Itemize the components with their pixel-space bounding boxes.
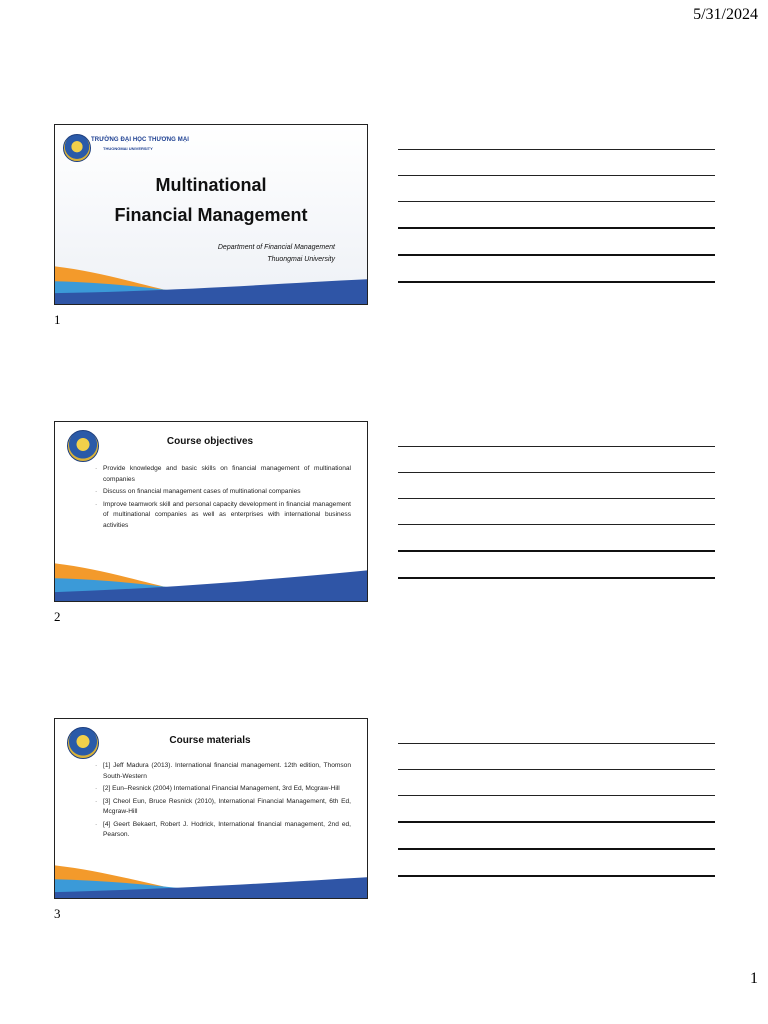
list-item: · [2] Eun–Resnick (2004) International Financial Management, 3rd Ed, Mcgraw-Hill [93, 784, 351, 795]
bullet-list [93, 464, 351, 533]
note-line [398, 795, 715, 796]
slide-title-line-1: Multinational [155, 175, 267, 195]
notes-lines-1 [398, 149, 715, 308]
note-line [398, 524, 715, 525]
slide-title-line-2: Financial Management [114, 205, 308, 225]
note-line [398, 149, 715, 150]
note-line [398, 577, 715, 579]
note-line [398, 175, 715, 176]
slide-thumbnail-3 [54, 718, 368, 899]
list-item: · [3] Cheol Eun, Bruce Resnick (2010), International Financial Management, 6th Ed, Mcgraw-Hill [93, 797, 351, 818]
note-line [398, 201, 715, 202]
slide-thumbnail-1 [54, 124, 368, 305]
note-line [398, 498, 715, 499]
list-item: · [4] Geert Bekaert, Robert J. Hodrick, International financial management, 2nd ed, Pearson. [93, 820, 351, 841]
bullet-list [93, 761, 351, 843]
university-logo-icon [67, 727, 99, 759]
note-line [398, 769, 715, 770]
note-line [398, 743, 715, 744]
note-line [398, 821, 715, 823]
notes-lines-2 [398, 446, 715, 604]
slide-number-label: 2 [54, 609, 61, 624]
note-line [398, 254, 715, 256]
list-item: · Discuss on financial management cases of multinational companies [93, 487, 351, 498]
university-logo-icon [67, 430, 99, 462]
university-name: Thuongmai University [267, 256, 335, 263]
slide-number-label: 3 [54, 906, 61, 921]
note-line [398, 227, 715, 229]
note-line [398, 446, 715, 447]
logo-subtext: THUONGMAI UNIVERSITY [103, 146, 153, 151]
slide-title: Course materials [169, 735, 251, 746]
slide-number-label: 1 [54, 312, 61, 327]
list-item: · Provide knowledge and basic skills on financial management of multinational companies [93, 464, 351, 485]
page-number: 1 [750, 970, 758, 987]
note-line [398, 875, 715, 877]
note-line [398, 550, 715, 552]
note-line [398, 472, 715, 473]
list-item: · Improve teamwork skill and personal capacity development in financial management of multinational companies as well as enterprises with international business activities [93, 500, 351, 532]
header-date: 5/31/2024 [693, 6, 758, 23]
university-logo-icon [63, 134, 91, 162]
logo-text: TRƯỜNG ĐẠI HỌC THƯƠNG MẠI [91, 137, 190, 143]
department-name: Department of Financial Management [217, 244, 335, 251]
note-line [398, 281, 715, 283]
list-item: · [1] Jeff Madura (2013). International financial management. 12th edition, Thomson South-Western [93, 761, 351, 782]
slide-title: Course objectives [166, 436, 254, 447]
notes-lines-3 [398, 743, 715, 902]
slide-thumbnail-2 [54, 421, 368, 602]
note-line [398, 848, 715, 850]
